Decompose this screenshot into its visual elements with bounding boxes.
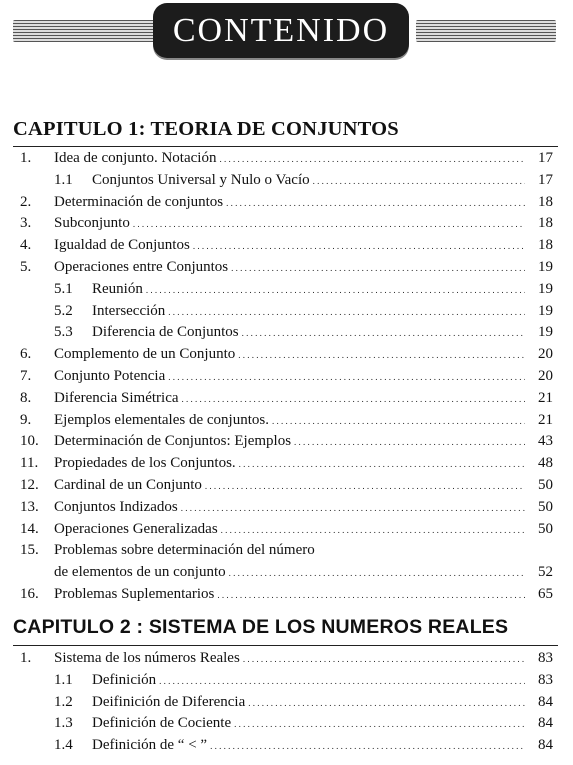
toc-entry (0, 670, 573, 692)
toc-entry-body (54, 648, 525, 671)
decorative-stripes-left (13, 20, 155, 42)
toc-entry-page: 21 (538, 389, 553, 406)
toc-entry-body (54, 410, 525, 433)
toc-entry-page: 20 (538, 367, 553, 384)
toc-entry-title: Intersección (92, 302, 166, 319)
dot-leader (272, 410, 525, 433)
toc-entry (0, 562, 573, 584)
toc-entry-title: Deifinición de Diferencia (92, 693, 246, 710)
dot-leader (217, 584, 525, 607)
toc-entry-title: Diferencia Simétrica (54, 389, 179, 406)
toc-list-chapter-2 (0, 648, 573, 757)
toc-entry-body (54, 344, 525, 367)
toc-entry (0, 475, 573, 497)
toc-entry-number: 5. (20, 258, 32, 275)
toc-entry-number: 5.2 (54, 302, 73, 319)
dot-leader (226, 192, 525, 215)
dot-leader (234, 713, 525, 736)
dot-leader (231, 257, 525, 280)
toc-entry-page: 65 (538, 585, 553, 602)
page-title: CONTENIDO (172, 11, 390, 49)
toc-entry-page: 52 (538, 564, 553, 581)
toc-entry-number: 8. (20, 389, 32, 406)
toc-entry-title: Reunión (92, 280, 143, 297)
toc-entry-title: Operaciones Generalizadas (54, 520, 218, 537)
toc-entry-page: 83 (538, 650, 553, 666)
dot-leader (159, 670, 525, 693)
toc-entry (0, 584, 573, 606)
toc-entry-page: 48 (538, 455, 553, 472)
toc-entry (0, 344, 573, 366)
toc-entry-body (92, 301, 525, 324)
decorative-stripes-right (416, 20, 556, 42)
toc-entry-number: 10. (20, 433, 39, 450)
toc-entry-number: 1.3 (54, 715, 73, 732)
toc-list-chapter-1 (0, 148, 573, 606)
toc-entry-title: Operaciones entre Conjuntos (54, 258, 229, 275)
toc-entry (0, 388, 573, 410)
toc-entry-number: 7. (20, 367, 32, 384)
toc-entry-number: 9. (20, 411, 32, 428)
toc-entry-title: Problemas sobre determinación del número (54, 542, 315, 559)
toc-entry (0, 257, 573, 279)
toc-entry-page: 84 (538, 737, 553, 754)
dot-leader (219, 148, 525, 171)
chapter-divider-2 (13, 645, 558, 646)
toc-entry-number: 11. (20, 455, 39, 472)
toc-entry (0, 235, 573, 257)
toc-entry-number: 1.1 (54, 671, 73, 688)
toc-entry-body (54, 453, 525, 476)
toc-entry-body (92, 735, 525, 758)
toc-entry-title: Conjuntos Universal y Nulo o Vacío (92, 171, 310, 188)
toc-entry-title: Definición de “ < ” (92, 737, 208, 754)
dot-leader (242, 322, 525, 345)
toc-entry (0, 431, 573, 453)
dot-leader (313, 170, 525, 193)
toc-entry-body (54, 497, 525, 520)
toc-entry-body (54, 213, 525, 236)
toc-entry-number: 13. (20, 498, 39, 515)
toc-entry-page: 18 (538, 193, 553, 210)
toc-entry-number: 14. (20, 520, 39, 537)
toc-entry-body (92, 170, 525, 193)
toc-entry-title: de elementos de un conjunto (54, 564, 226, 581)
toc-entry-page: 19 (538, 258, 553, 275)
toc-entry-body (54, 192, 525, 215)
toc-entry-title: Subconjunto (54, 215, 130, 232)
toc-entry-number: 5.3 (54, 324, 73, 341)
dot-leader (168, 366, 525, 389)
toc-entry-number: 1.1 (54, 171, 73, 188)
toc-entry (0, 692, 573, 714)
toc-entry-title: Problemas Suplementarios (54, 585, 215, 602)
toc-entry-body (92, 322, 525, 345)
toc-entry-number: 1.2 (54, 693, 73, 710)
dot-leader (210, 735, 525, 758)
toc-entry (0, 322, 573, 344)
toc-entry-page: 50 (538, 498, 553, 515)
toc-entry-body (92, 670, 525, 693)
toc-entry-body (92, 692, 525, 715)
toc-entry-page: 18 (538, 237, 553, 254)
dot-leader (146, 279, 525, 302)
dot-leader (243, 648, 525, 671)
toc-entry (0, 453, 573, 475)
toc-entry-title: Conjunto Potencia (54, 367, 166, 384)
toc-entry-title: Conjuntos Indizados (54, 498, 178, 515)
toc-entry-page: 19 (538, 302, 553, 319)
toc-entry-body (54, 584, 525, 607)
toc-entry (0, 519, 573, 541)
toc-entry-title: Propiedades de los Conjuntos. (54, 455, 236, 472)
dot-leader (193, 235, 525, 258)
toc-entry (0, 192, 573, 214)
toc-entry-body (54, 148, 525, 171)
toc-entry-number: 1.4 (54, 737, 73, 754)
dot-leader (205, 475, 525, 498)
toc-entry (0, 497, 573, 519)
toc-entry-number: 4. (20, 237, 32, 254)
toc-entry-page: 84 (538, 715, 553, 732)
toc-entry (0, 213, 573, 235)
toc-entry-page: 50 (538, 476, 553, 493)
toc-entry-page: 83 (538, 671, 553, 688)
chapter-divider-1 (13, 146, 558, 147)
toc-entry (0, 301, 573, 323)
toc-entry-title: Complemento de un Conjunto (54, 346, 236, 363)
toc-entry-body (92, 279, 525, 302)
toc-entry-page: 17 (538, 171, 553, 188)
toc-entry-number: 5.1 (54, 280, 73, 297)
toc-entry-title: Idea de conjunto. Notación (54, 150, 217, 166)
toc-entry-page: 19 (538, 280, 553, 297)
dot-leader (181, 497, 525, 520)
title-plate (153, 3, 409, 58)
toc-entry-body (54, 431, 525, 454)
toc-entry-title: Determinación de Conjuntos: Ejemplos (54, 433, 292, 450)
toc-entry-title: Definición (92, 671, 157, 688)
toc-entry-body (54, 540, 525, 562)
toc-entry-number: 6. (20, 346, 32, 363)
dot-leader (294, 431, 525, 454)
toc-entry (0, 713, 573, 735)
toc-entry-page: 20 (538, 346, 553, 363)
toc-entry-page: 84 (538, 693, 553, 710)
toc-entry-number: 1. (20, 650, 32, 666)
toc-entry (0, 148, 573, 170)
toc-entry (0, 366, 573, 388)
toc-entry-number: 15. (20, 542, 39, 559)
header-banner (0, 0, 573, 70)
toc-entry-body (54, 475, 525, 498)
dot-leader (182, 388, 525, 411)
toc-entry-page: 50 (538, 520, 553, 537)
toc-entry-number: 3. (20, 215, 32, 232)
toc-entry (0, 648, 573, 670)
toc-entry (0, 170, 573, 192)
toc-entry-page: 17 (538, 150, 553, 166)
toc-entry-number: 16. (20, 585, 39, 602)
toc-entry-page: 18 (538, 215, 553, 232)
toc-entry-title: Ejemplos elementales de conjuntos. (54, 411, 269, 428)
toc-entry-page: 21 (538, 411, 553, 428)
toc-entry-page: 19 (538, 324, 553, 341)
toc-entry (0, 735, 573, 757)
toc-entry-number: 2. (20, 193, 32, 210)
toc-entry-title: Cardinal de un Conjunto (54, 476, 202, 493)
toc-entry (0, 540, 573, 562)
dot-leader (133, 213, 525, 236)
toc-entry-title: Determinación de conjuntos (54, 193, 224, 210)
dot-leader (239, 453, 525, 476)
toc-entry-body (54, 257, 525, 280)
toc-entry-body (54, 519, 525, 542)
toc-entry-body (54, 235, 525, 258)
toc-entry-body (54, 388, 525, 411)
toc-entry (0, 410, 573, 432)
toc-entry (0, 279, 573, 301)
chapter-heading-1: CAPITULO 1: TEORIA DE CONJUNTOS (13, 118, 399, 140)
toc-entry-title: Definición de Cociente (92, 715, 232, 732)
dot-leader (168, 301, 525, 324)
dot-leader (229, 562, 525, 585)
dot-leader (248, 692, 525, 715)
toc-entry-title: Diferencia de Conjuntos (92, 324, 239, 341)
toc-entry-body (54, 366, 525, 389)
toc-entry-number: 12. (20, 476, 39, 493)
chapter-heading-2: CAPITULO 2 : SISTEMA DE LOS NUMEROS REALES (13, 616, 509, 638)
toc-entry-page: 43 (538, 433, 553, 450)
toc-entry-title: Sistema de los números Reales (54, 650, 240, 666)
toc-entry-title: Igualdad de Conjuntos (54, 237, 190, 254)
dot-leader (221, 519, 525, 542)
toc-entry-body (92, 713, 525, 736)
toc-entry-body (54, 562, 525, 585)
toc-entry-number: 1. (20, 150, 32, 166)
dot-leader (238, 344, 525, 367)
